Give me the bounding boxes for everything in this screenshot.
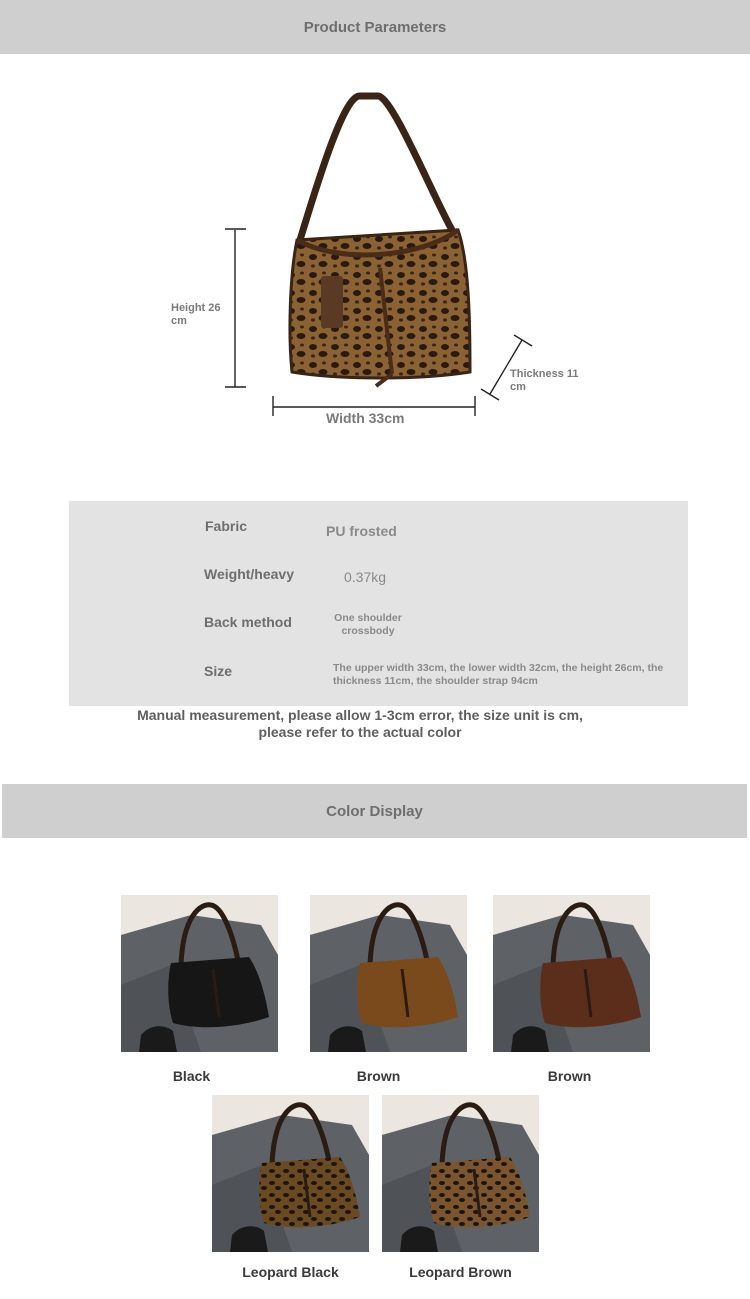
color-swatch-dark-brown[interactable] (493, 895, 650, 1052)
param-key-back-method: Back method (204, 614, 292, 630)
section-title: Product Parameters (303, 18, 447, 36)
section-title: Color Display (326, 802, 423, 820)
color-label-black: Black (172, 1068, 211, 1084)
color-swatch-leopard-black[interactable] (212, 1095, 369, 1252)
section-header-color-display (2, 784, 747, 838)
color-label-dark-brown: Brown (547, 1068, 592, 1084)
measurement-note: Manual measurement, please allow 1-3cm error, the size unit is cm, please refer to the actual color (137, 707, 583, 740)
param-value-size: The upper width 33cm, the lower width 32cm, the height 26cm, the thickness 11cm, the shoulder strap 94cm (333, 662, 664, 687)
height-label: Height 26 cm (171, 302, 221, 327)
param-value-back-method: One shoulder crossbody (334, 612, 402, 637)
param-value-fabric: PU frosted (326, 523, 397, 539)
param-key-weight: Weight/heavy (204, 566, 294, 582)
param-key-size: Size (204, 663, 233, 679)
dimension-diagram (0, 54, 750, 484)
parameters-table (69, 501, 688, 706)
param-key-fabric: Fabric (205, 518, 248, 534)
color-label-leopard-black: Leopard Black (242, 1264, 339, 1280)
color-label-leopard-brown: Leopard Brown (409, 1264, 512, 1280)
thickness-label: Thickness 11 cm (510, 368, 579, 393)
color-swatch-black[interactable] (121, 895, 278, 1052)
color-swatch-brown[interactable] (310, 895, 467, 1052)
section-header-product-parameters (0, 0, 750, 54)
color-swatch-leopard-brown[interactable] (382, 1095, 539, 1252)
color-label-brown: Brown (356, 1068, 401, 1084)
width-label: Width 33cm (326, 410, 405, 426)
param-value-weight: 0.37kg (344, 569, 387, 585)
